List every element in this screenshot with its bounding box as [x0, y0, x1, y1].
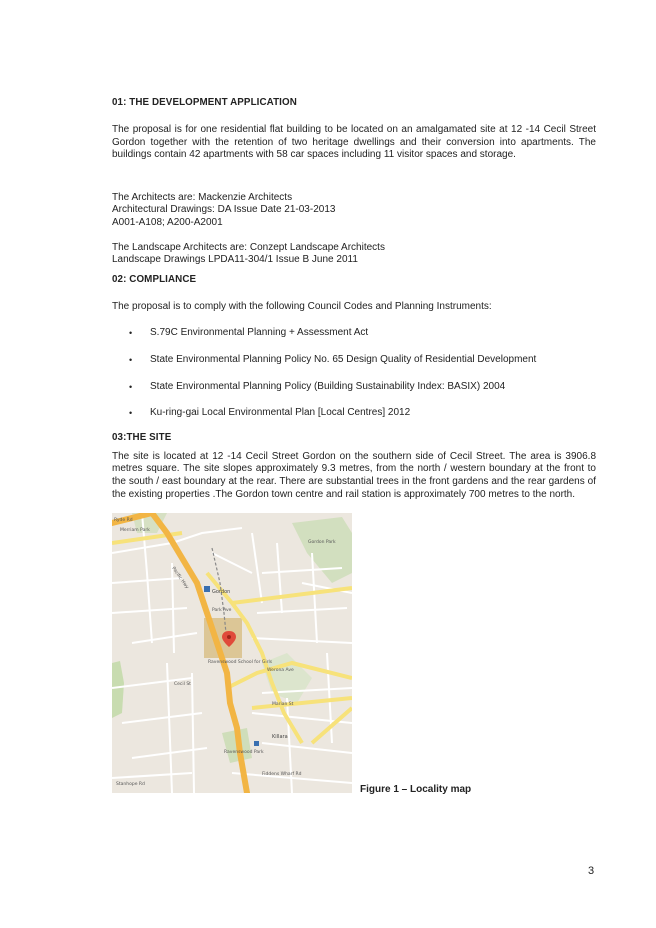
bullet-icon: • [129, 354, 133, 365]
compliance-list [112, 327, 596, 419]
map-label-marian-st: Marian St [272, 702, 294, 707]
bullet-icon: • [129, 408, 133, 419]
section-heading-site: 03:THE SITE [112, 431, 172, 443]
architectural-drawings-line: Architectural Drawings: DA Issue Date 21-03-2013 [112, 204, 336, 216]
station-icon [254, 741, 259, 746]
list-item [112, 354, 596, 367]
list-item [112, 327, 596, 340]
landscape-block [112, 242, 596, 267]
section-heading-development-application: 01: THE DEVELOPMENT APPLICATION [112, 97, 297, 108]
landscape-architects-line: The Landscape Architects are: Conzept Landscape Architects [112, 241, 385, 253]
list-item-text: State Environmental Planning Policy No. 65 Design Quality of Residential Development [150, 353, 537, 365]
section-heading-compliance: 02: COMPLIANCE [112, 273, 197, 285]
list-item-text: State Environmental Planning Policy (Building Sustainability Index: BASIX) 2004 [150, 380, 506, 392]
map-label-park-ave: Park Ave [212, 608, 232, 613]
locality-map-graphic [112, 513, 352, 793]
list-item [112, 407, 596, 420]
map-label-cecil-st: Cecil St [174, 682, 191, 687]
map-label-stanhope: Stanhope Rd [116, 782, 145, 787]
compliance-intro: The proposal is to comply with the following Council Codes and Planning Instruments: [112, 300, 492, 312]
map-label-school: Ravenswood School for Girls [208, 660, 273, 665]
locality-map [112, 513, 352, 793]
bullet-icon: • [129, 381, 133, 392]
architects-block [112, 192, 596, 230]
list-item-text: S.79C Environmental Planning + Assessment Act [150, 327, 369, 339]
map-label-ryde-rd: Ryde Rd [114, 518, 133, 523]
bullet-icon: • [129, 328, 133, 339]
map-label-ravenswood-park: Ravenswood Park [224, 750, 264, 755]
map-label-pacific-hwy: Pacific Hwy [170, 566, 190, 591]
list-item [112, 381, 596, 394]
development-paragraph: The proposal is for one residential flat building to be located on an amalgamated site at 12 -14 Cecil Street Gordon together with the retention of two heritage dwellings and their conversion into apartments. The buildings contain 42 apartments with 58 car spaces including 11 visitor spaces and storage. [112, 124, 596, 161]
page-number: 3 [588, 865, 595, 877]
map-label-fiddens-wharf: Fiddens Wharf Rd [262, 772, 302, 777]
map-label-merriam-park: Merriam Park [120, 528, 150, 533]
map-label-gordon: Gordon [212, 589, 231, 595]
map-label-werona-ave: Werona Ave [267, 668, 294, 673]
station-icon [204, 586, 210, 592]
list-item-text: Ku-ring-gai Local Environmental Plan [Local Centres] 2012 [150, 407, 411, 419]
site-paragraph: The site is located at 12 -14 Cecil Street Gordon on the southern side of Cecil Street. The area is 3906.8 metres square. The site slopes approximately 9.3 metres, from the north / western boundary at the front to the south / east boundary at the rear. There are substantial trees in the front gardens and the rear gardens of the existing properties .The Gordon town centre and rail station is approximately 700 metres to the north. [112, 450, 596, 500]
page-content [112, 97, 596, 501]
architects-line: The Architects are: Mackenzie Architects [112, 191, 293, 203]
map-label-killara: Killara [272, 734, 288, 740]
map-label-gordon-park: Gordon Park [308, 540, 336, 545]
landscape-drawings-line: Landscape Drawings LPDA11-304/1 Issue B June 2011 [112, 254, 358, 266]
figure-caption: Figure 1 – Locality map [360, 784, 472, 795]
drawing-numbers-line: A001-A108; A200-A2001 [112, 216, 223, 228]
